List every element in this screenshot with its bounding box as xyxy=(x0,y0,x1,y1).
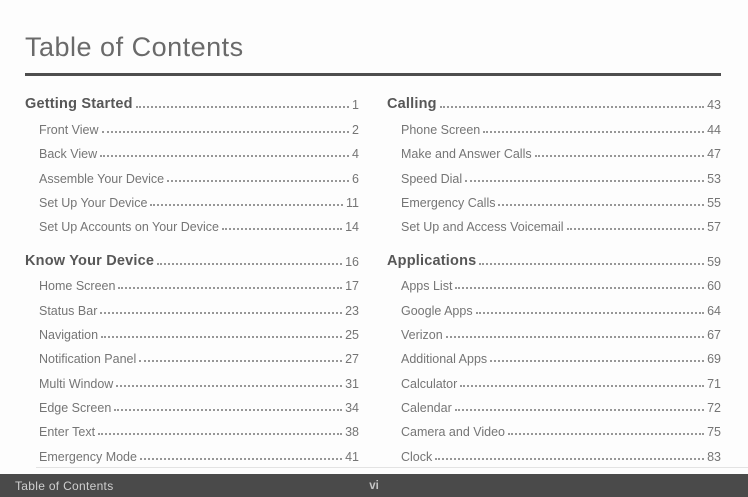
toc-entry-label: Assemble Your Device xyxy=(39,171,165,186)
leader-dots xyxy=(140,458,342,460)
toc-entry-label: Home Screen xyxy=(39,279,116,294)
toc-section-heading-page: 43 xyxy=(707,98,721,113)
toc-content xyxy=(25,32,721,467)
toc-entry-page: 4 xyxy=(352,147,359,162)
leader-dots xyxy=(114,409,342,411)
leader-dots xyxy=(118,287,342,289)
leader-dots xyxy=(535,155,704,157)
leader-dots xyxy=(100,312,342,314)
toc-entry xyxy=(401,272,721,296)
toc-entry-label: Front View xyxy=(39,122,99,137)
toc-entry xyxy=(39,213,359,237)
toc-section xyxy=(25,247,359,467)
toc-entry-label: Set Up and Access Voicemail xyxy=(401,220,564,235)
toc-section-heading-label: Calling xyxy=(387,96,437,113)
leader-dots xyxy=(460,385,704,387)
footer-title: Table of Contents xyxy=(15,478,114,493)
toc-entry-page: 25 xyxy=(345,327,359,342)
toc-entry-page: 17 xyxy=(345,279,359,294)
leader-dots xyxy=(136,106,349,108)
toc-entry-page: 11 xyxy=(346,195,359,210)
leader-dots xyxy=(490,360,704,362)
toc-entry-page: 14 xyxy=(345,220,359,235)
toc-entry xyxy=(39,164,359,188)
toc-entry xyxy=(39,321,359,345)
toc-entry-page: 47 xyxy=(707,147,721,162)
toc-entry xyxy=(401,213,721,237)
toc-section-heading xyxy=(25,91,359,115)
toc-entry-page: 38 xyxy=(345,425,359,440)
toc-section xyxy=(387,247,721,467)
toc-entry-label: Notification Panel xyxy=(39,352,137,367)
leader-dots xyxy=(440,106,704,108)
toc-entry-label: Speed Dial xyxy=(401,171,463,186)
toc-entry xyxy=(39,272,359,296)
leader-dots xyxy=(100,155,349,157)
leader-dots xyxy=(116,385,342,387)
toc-entry-page: 31 xyxy=(345,376,359,391)
toc-entry xyxy=(401,345,721,369)
leader-dots xyxy=(465,180,704,182)
toc-entry-page: 55 xyxy=(707,195,721,210)
toc-entry xyxy=(401,189,721,213)
leader-dots xyxy=(139,360,342,362)
toc-entry-page: 75 xyxy=(707,425,721,440)
toc-entry-label: Emergency Mode xyxy=(39,449,137,464)
title-rule xyxy=(25,73,721,76)
toc-entry-page: 41 xyxy=(345,449,359,464)
toc-entry-page: 23 xyxy=(345,303,359,318)
leader-dots xyxy=(446,336,704,338)
toc-entry xyxy=(401,140,721,164)
leader-dots xyxy=(476,312,705,314)
toc-entry xyxy=(39,345,359,369)
leader-dots xyxy=(150,204,343,206)
leader-dots xyxy=(479,263,704,265)
toc-entry xyxy=(39,115,359,139)
toc-section-heading xyxy=(387,247,721,271)
toc-entry-label: Camera and Video xyxy=(401,425,506,440)
toc-section xyxy=(387,91,721,237)
toc-entry-label: Edge Screen xyxy=(39,401,112,416)
toc-entry xyxy=(401,418,721,442)
toc-section-heading-label: Getting Started xyxy=(25,96,133,113)
toc-entry-page: 67 xyxy=(707,327,721,342)
toc-entry-label: Google Apps xyxy=(401,303,473,318)
toc-entry-page: 53 xyxy=(707,171,721,186)
leader-dots xyxy=(167,180,349,182)
toc-entry-label: Calculator xyxy=(401,376,458,391)
toc-section xyxy=(25,91,359,237)
toc-entry-page: 2 xyxy=(352,122,359,137)
toc-columns xyxy=(25,91,721,467)
page-number: vi xyxy=(369,479,379,492)
toc-entry-page: 44 xyxy=(707,122,721,137)
toc-section-heading-label: Applications xyxy=(387,252,477,269)
leader-dots xyxy=(101,336,342,338)
toc-entry-label: Set Up Your Device xyxy=(39,195,148,210)
toc-entry-label: Set Up Accounts on Your Device xyxy=(39,220,219,235)
page-title: Table of Contents xyxy=(25,32,244,62)
toc-entry-label: Additional Apps xyxy=(401,352,488,367)
toc-entry-page: 60 xyxy=(707,279,721,294)
leader-dots xyxy=(508,433,704,435)
toc-entry xyxy=(39,418,359,442)
toc-entry xyxy=(401,164,721,188)
toc-section-heading-page: 16 xyxy=(345,254,359,269)
toc-column-left xyxy=(25,91,359,467)
toc-entry-page: 71 xyxy=(707,376,721,391)
toc-entry-label: Enter Text xyxy=(39,425,96,440)
toc-entry xyxy=(401,442,721,466)
leader-dots xyxy=(157,263,342,265)
toc-entry-label: Phone Screen xyxy=(401,122,481,137)
leader-dots xyxy=(222,228,342,230)
leader-dots xyxy=(483,131,704,133)
toc-entry-label: Clock xyxy=(401,449,433,464)
toc-entry-label: Navigation xyxy=(39,327,99,342)
toc-entry-page: 34 xyxy=(345,401,359,416)
toc-entry xyxy=(401,321,721,345)
toc-section-heading-label: Know Your Device xyxy=(25,252,155,269)
leader-dots xyxy=(567,228,705,230)
toc-entry xyxy=(39,369,359,393)
toc-column-right xyxy=(387,91,721,467)
toc-entry-label: Make and Answer Calls xyxy=(401,147,532,162)
leader-dots xyxy=(102,131,350,133)
footer-bar xyxy=(0,474,748,497)
toc-entry xyxy=(39,442,359,466)
toc-section-heading xyxy=(25,247,359,271)
leader-dots xyxy=(455,287,704,289)
toc-entry-page: 6 xyxy=(352,171,359,186)
toc-entry xyxy=(39,189,359,213)
toc-entry-label: Status Bar xyxy=(39,303,98,318)
page-edge-line xyxy=(36,467,748,468)
toc-entry-page: 72 xyxy=(707,401,721,416)
toc-entry-page: 83 xyxy=(707,449,721,464)
toc-entry-label: Apps List xyxy=(401,279,453,294)
toc-entry xyxy=(39,140,359,164)
toc-entry-label: Verizon xyxy=(401,327,443,342)
toc-entry-label: Multi Window xyxy=(39,376,114,391)
toc-section-heading-page: 59 xyxy=(707,254,721,269)
toc-section-heading xyxy=(387,91,721,115)
leader-dots xyxy=(498,204,704,206)
toc-entry-page: 64 xyxy=(707,303,721,318)
toc-entry-page: 27 xyxy=(345,352,359,367)
toc-entry xyxy=(401,296,721,320)
toc-entry-label: Calendar xyxy=(401,401,452,416)
toc-entry xyxy=(39,394,359,418)
leader-dots xyxy=(435,458,704,460)
toc-entry-label: Back View xyxy=(39,147,98,162)
toc-entry-label: Emergency Calls xyxy=(401,195,496,210)
toc-entry xyxy=(401,115,721,139)
toc-section-heading-page: 1 xyxy=(352,98,359,113)
toc-entry xyxy=(401,394,721,418)
toc-entry-page: 57 xyxy=(707,220,721,235)
leader-dots xyxy=(98,433,342,435)
leader-dots xyxy=(455,409,704,411)
toc-entry xyxy=(401,369,721,393)
toc-entry-page: 69 xyxy=(707,352,721,367)
toc-entry xyxy=(39,296,359,320)
